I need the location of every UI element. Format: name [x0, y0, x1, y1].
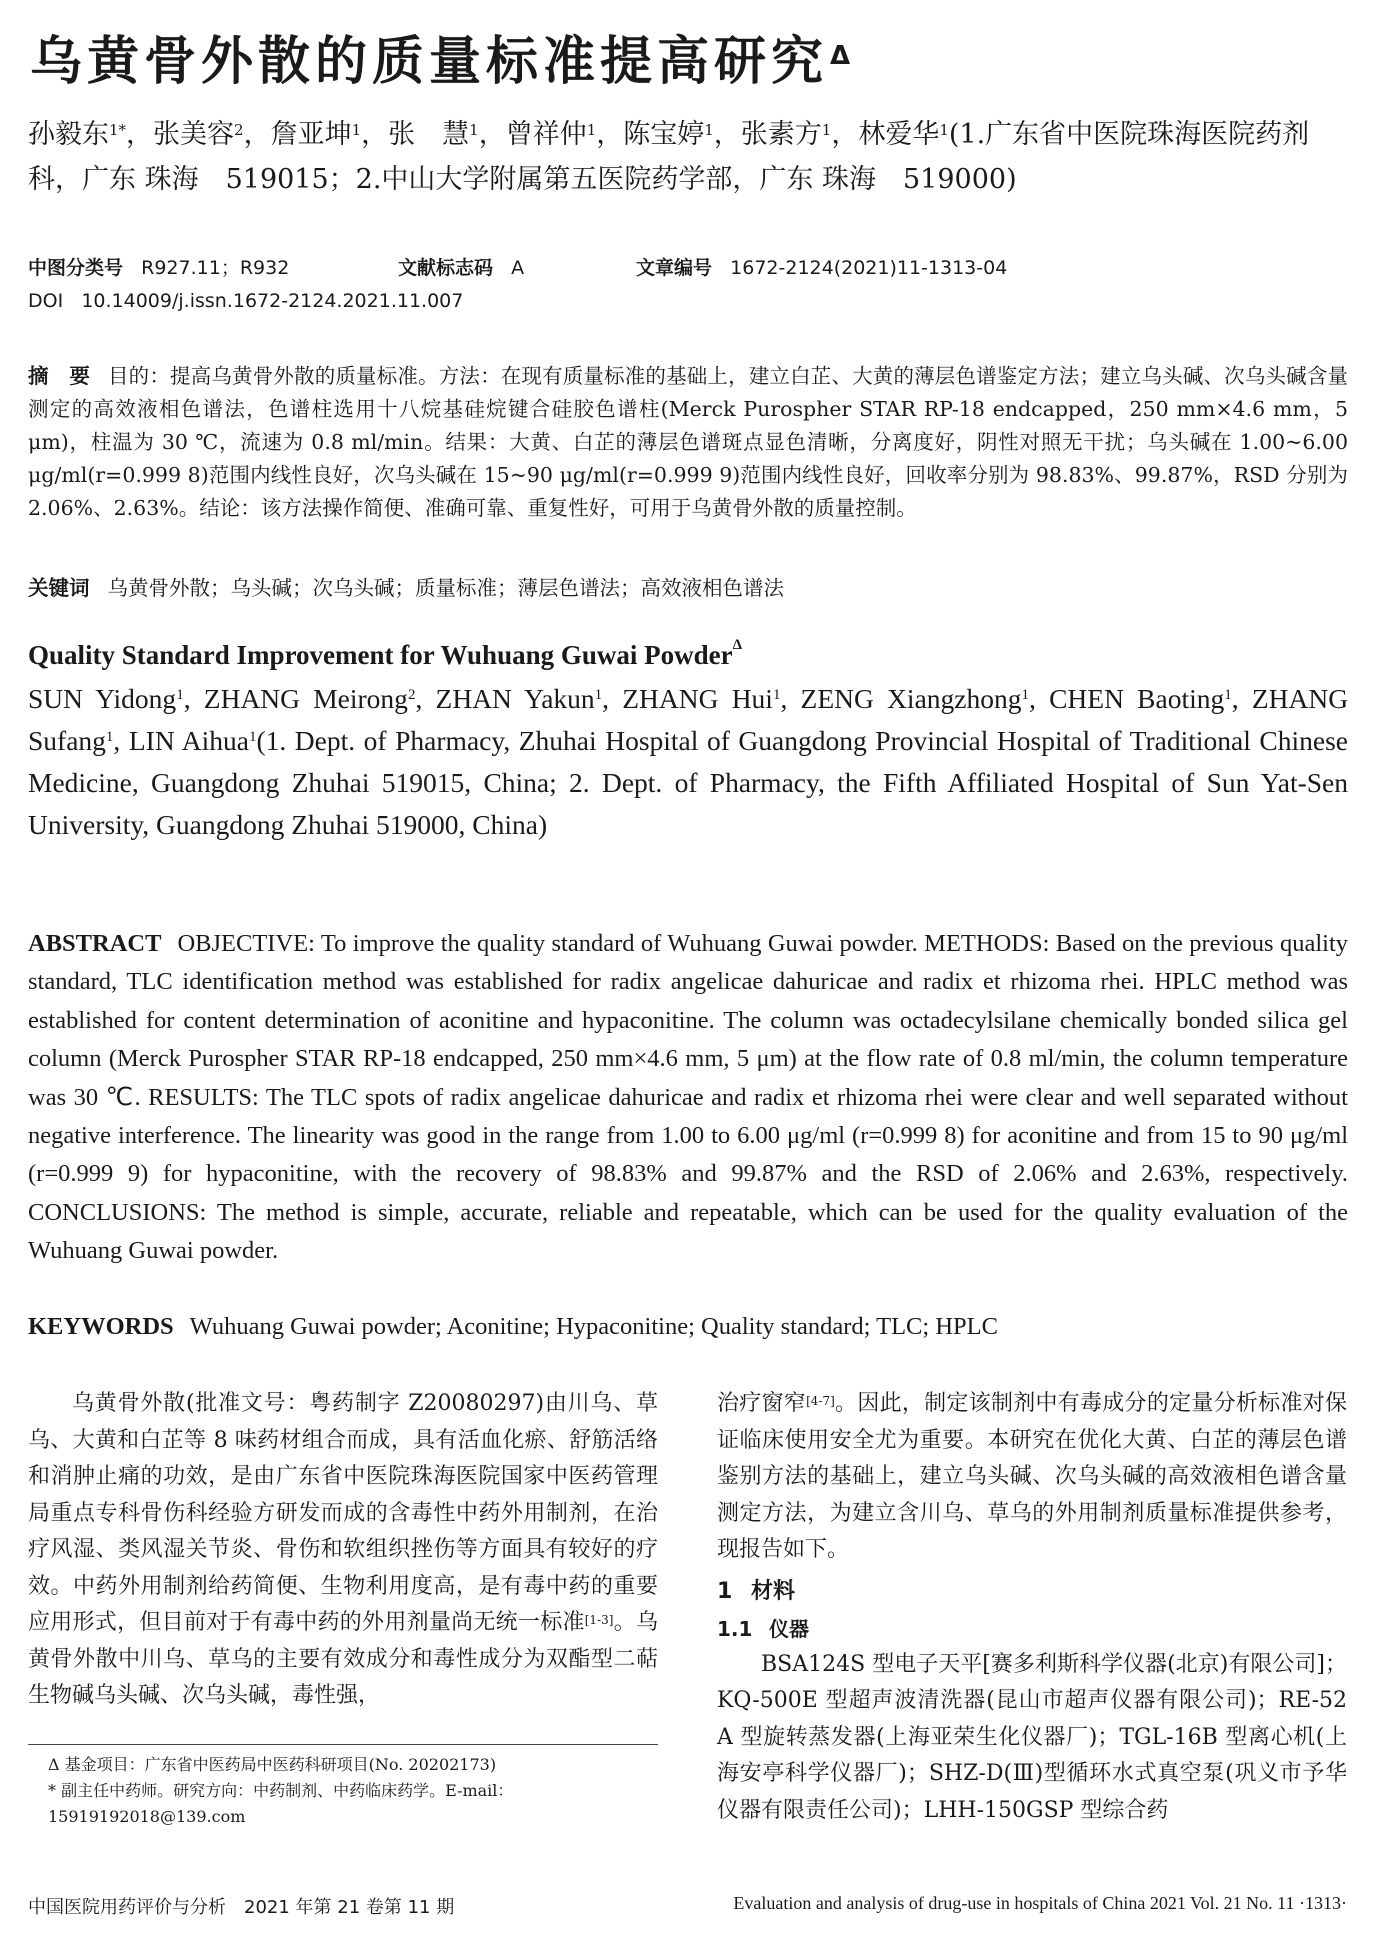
keywords-cn-text: 乌黄骨外散；乌头碱；次乌头碱；质量标准；薄层色谱法；高效液相色谱法	[107, 576, 784, 600]
body-text: 治疗窗窄	[717, 1391, 807, 1416]
page-title	[30, 28, 1130, 96]
article-number	[636, 253, 1007, 280]
author-en: ZHANG Meirong	[203, 683, 408, 714]
author-en: SUN Yidong	[28, 683, 177, 714]
body-right-column	[717, 1386, 1347, 1829]
author-en-sup: 1	[1021, 687, 1029, 703]
author-en: ZENG Xiangzhong	[800, 683, 1022, 714]
clc-label: 中图分类号	[28, 257, 124, 279]
abstract-cn	[28, 360, 1348, 525]
doi-label: DOI	[28, 290, 64, 312]
author-cn-sup: 1	[351, 121, 362, 139]
document-code	[398, 253, 524, 280]
body-paragraph: BSA124S 型电子天平[赛多利斯科学仪器(北京)有限公司]；KQ-500E 型超声波清洗器(昆山市超声仪器有限公司)；RE-52 A 型旋转蒸发器(上海亚荣生化仪器厂)；TGL-16B 型离心机(上海安亭科学仪器厂)；SHZ-D(Ⅲ)型循环水式真空泵(巩义市予华仪器有限责任公司)；LHH-150GSP 型综合药	[717, 1651, 1347, 1823]
author-en-sup: 1	[1224, 687, 1232, 703]
author-cn: 陈宝婷	[623, 119, 705, 150]
affiliation-cn: (1.广东省中医院珠海医院药剂科，广东 珠海 519015；2.中山大学附属第五医院药学部，广东 珠海 519000)	[28, 119, 1310, 195]
author-cn-sup: 1	[469, 121, 479, 139]
keywords-en-text: Wuhuang Guwai powder; Aconitine; Hypaconitine; Quality standard; TLC; HPLC	[189, 1313, 998, 1340]
author-en: CHEN Baoting	[1049, 683, 1225, 714]
author-en-sup: 1	[772, 687, 781, 703]
body-text: 。乌黄骨外散中川乌、草乌的主要有效成分和毒性成分为双酯型二萜生物碱乌头碱、次乌头碱，毒性强，	[28, 1610, 658, 1708]
title-mark: Δ	[830, 41, 856, 71]
author-en: ZHANG Sufang	[28, 683, 1349, 756]
english-title-text: Quality Standard Improvement for Wuhuang Guwai Powder	[28, 640, 733, 670]
footnote-fund: Δ 基金项目：广东省中医药局中医药科研项目(No. 20202173)	[48, 1755, 497, 1774]
abstract-en	[28, 925, 1348, 1271]
footnote-author: * 副主任中药师。研究方向：中药制剂、中药临床药学。E-mail：15919192018@139.com	[48, 1781, 514, 1826]
body-text: 。因此，制定该制剂中有毒成分的定量分析标准对保证临床使用安全尤为重要。本研究在优化大黄、白芷的薄层色谱鉴别方法的基础上，建立乌头碱、次乌头碱的高效液相色谱含量测定方法，为建立含川乌、草乌的外用制剂质量标准提供参考，现报告如下。	[717, 1391, 1347, 1562]
author-en-sup: 1	[176, 687, 184, 703]
author-en-sup: 1	[105, 729, 114, 745]
doc-value: A	[511, 257, 525, 279]
section-heading	[717, 1573, 1347, 1611]
title-text: 乌黄骨外散的质量标准提高研究	[30, 32, 829, 92]
subsection-number: 1.1	[717, 1616, 753, 1641]
body-paragraph	[717, 1386, 1347, 1569]
abstract-cn-label: 摘 要	[28, 364, 91, 388]
author-cn: 张素方	[740, 119, 822, 150]
author-en-sup: 1	[594, 687, 603, 703]
abstract-en-label: ABSTRACT	[28, 930, 162, 957]
doi	[28, 290, 463, 312]
author-cn: 詹亚坤	[270, 119, 352, 150]
english-title	[28, 637, 1348, 671]
author-en-sup: 2	[407, 687, 416, 703]
section-number: 1	[717, 1578, 733, 1604]
body-left-column	[28, 1386, 658, 1715]
footnote-divider	[28, 1744, 658, 1745]
footnotes	[48, 1752, 658, 1830]
footer-journal-en: Evaluation and analysis of drug-use in hospitals of China 2021 Vol. 21 No. 11 ·1313·	[733, 1893, 1347, 1913]
citation: [4-7]	[806, 1394, 835, 1408]
doi-value: 10.14009/j.issn.1672-2124.2021.11.007	[81, 290, 464, 312]
author-cn: 曾祥仲	[505, 119, 587, 150]
clc-number	[28, 253, 289, 280]
subsection-heading	[717, 1611, 1347, 1647]
abstract-cn-text: 目的：提高乌黄骨外散的质量标准。方法：在现有质量标准的基础上，建立白芷、大黄的薄层色谱鉴定方法；建立乌头碱、次乌头碱含量测定的高效液相色谱法，色谱柱选用十八烷基硅烷键合硅胶色谱柱(Merck Purospher STAR RP-18 endcapped，250 mm×4.6 mm，5 μm)，柱温为 30 ℃，流速为 0.8 ml/min。结果：大黄、白芷的薄层色谱斑点显色清晰，分离度好，阴性对照无干扰；乌头碱在 1.00~6.00 μg/ml(r=0.999 8)范围内线性良好，次乌头碱在 15~90 μg/ml(r=0.999 9)范围内线性良好，回收率分别为 98.83%、99.87%，RSD 分别为 2.06%、2.63%。结论：该方法操作简便、准确可靠、重复性好，可用于乌黄骨外散的质量控制。	[28, 364, 1349, 520]
author-cn: 张 慧	[388, 119, 470, 150]
author-en: LIN Aihua	[128, 725, 249, 756]
author-cn: 张美容	[153, 119, 235, 150]
keywords-en-label: KEYWORDS	[28, 1313, 174, 1340]
author-cn-sup: 1	[821, 121, 832, 139]
section-title: 材料	[751, 1578, 796, 1604]
clc-value: R927.11；R932	[141, 257, 290, 279]
abstract-en-text: OBJECTIVE: To improve the quality standard of Wuhuang Guwai powder. METHODS: Based on the previous quality standard, TLC identification method was established for radix angelicae dahuricae and radix et rhizoma rhei. HPLC method was established for content determination of aconitine and hypaconitine. The column was octadecylsilane chemically bonded silica gel column (Merck Purospher STAR RP-18 endcapped, 250 mm×4.6 mm, 5 μm) at the flow rate of 0.8 ml/min, the column temperature was 30 ℃. RESULTS: The TLC spots of radix angelicae dahuricae and radix et rhizoma rhei were clear and well separated without negative interference. The linearity was good in the range from 1.00 to 6.00 μg/ml (r=0.999 8) for aconitine and from 15 to 90 μg/ml (r=0.999 9) for hypaconitine, with the recovery of 98.83% and 99.87% and the RSD of 2.06% and 2.63%, respectively. CONCLUSIONS: The method is simple, accurate, reliable and repeatable, which can be used for the quality evaluation of the Wuhuang Guwai powder.	[28, 930, 1348, 1265]
author-cn-sup: 1	[939, 121, 949, 139]
keywords-en	[28, 1308, 1348, 1346]
body-paragraph	[28, 1386, 658, 1715]
author-en: ZHANG Hui	[622, 683, 773, 714]
footer-journal-cn: 中国医院用药评价与分析 2021 年第 21 卷第 11 期	[28, 1897, 455, 1918]
keywords-cn-label: 关键词	[28, 576, 90, 600]
article-value: 1672-2124(2021)11-1313-04	[730, 257, 1008, 279]
author-cn: 林爱华	[858, 119, 940, 150]
keywords-cn	[28, 572, 1348, 605]
author-en-sup: 1	[248, 729, 257, 745]
author-en: ZHAN Yakun	[435, 683, 595, 714]
subsection-title: 仪器	[769, 1616, 809, 1641]
english-title-mark: Δ	[732, 637, 743, 653]
author-cn-sup: 1	[586, 121, 597, 139]
author-cn-sup: 1	[704, 121, 714, 139]
affiliation-en: (1. Dept. of Pharmacy, Zhuhai Hospital of Guangdong Provincial Hospital of Traditional Chinese Medicine, Guangdong Zhuhai 519015, China; 2. Dept. of Pharmacy, the Fifth Affiliated Hospital of Sun Yat-Sen University, Guangdong Zhuhai 519000, China)	[28, 725, 1348, 840]
author-cn: 孙毅东	[28, 119, 109, 150]
body-text: 乌黄骨外散(批准文号：粤药制字 Z20080297)由川乌、草乌、大黄和白芷等 8 味药材组合而成，具有活血化瘀、舒筋活络和消肿止痛的功效，是由广东省中医院珠海医院国家中医药管理局重点专科骨伤科经验方研发而成的含毒性中药外用制剂，在治疗风湿、类风湿关节炎、骨伤和软组织挫伤等方面具有较好的疗效。中药外用制剂给药简便、生物利用度高，是有毒中药的重要应用形式，但目前对于有毒中药的外用剂量尚无统一标准	[28, 1391, 658, 1635]
doc-label: 文献标志码	[398, 257, 494, 279]
authors-cn: 孙毅东$^{1*}$，张美容$^2$，詹亚坤$^1$，张 慧$^1$，曾祥仲$^1$，陈宝婷$^1$，张素方$^1$，林爱华$^1$(1.广东省中医院珠海医院药剂科，广东 珠海 519015；2.中山大学附属第五医院药学部，广东 珠海 519000)	[28, 119, 1310, 195]
author-cn-sup: 1*	[109, 121, 127, 139]
author-cn-sup: 2	[234, 121, 244, 139]
authors-en: SUN Yidong$^1$, ZHANG Meirong$^2$, ZHAN Yakun$^1$, ZHANG Hui$^1$, ZENG Xiangzhong$^1$, CHEN Baoting$^1$, ZHANG Sufang$^1$, LIN Aihua$^1$(1. Dept. of Pharmacy, Zhuhai Hospital of Guangdong Provincial Hospital of Traditional Chinese Medicine, Guangdong Zhuhai 519015, China; 2. Dept. of Pharmacy, the Fifth Affiliated Hospital of Sun Yat-Sen University, Guangdong Zhuhai 519000, China)	[28, 683, 1349, 840]
article-label: 文章编号	[636, 257, 713, 279]
citation: [1-3]	[584, 1613, 614, 1627]
